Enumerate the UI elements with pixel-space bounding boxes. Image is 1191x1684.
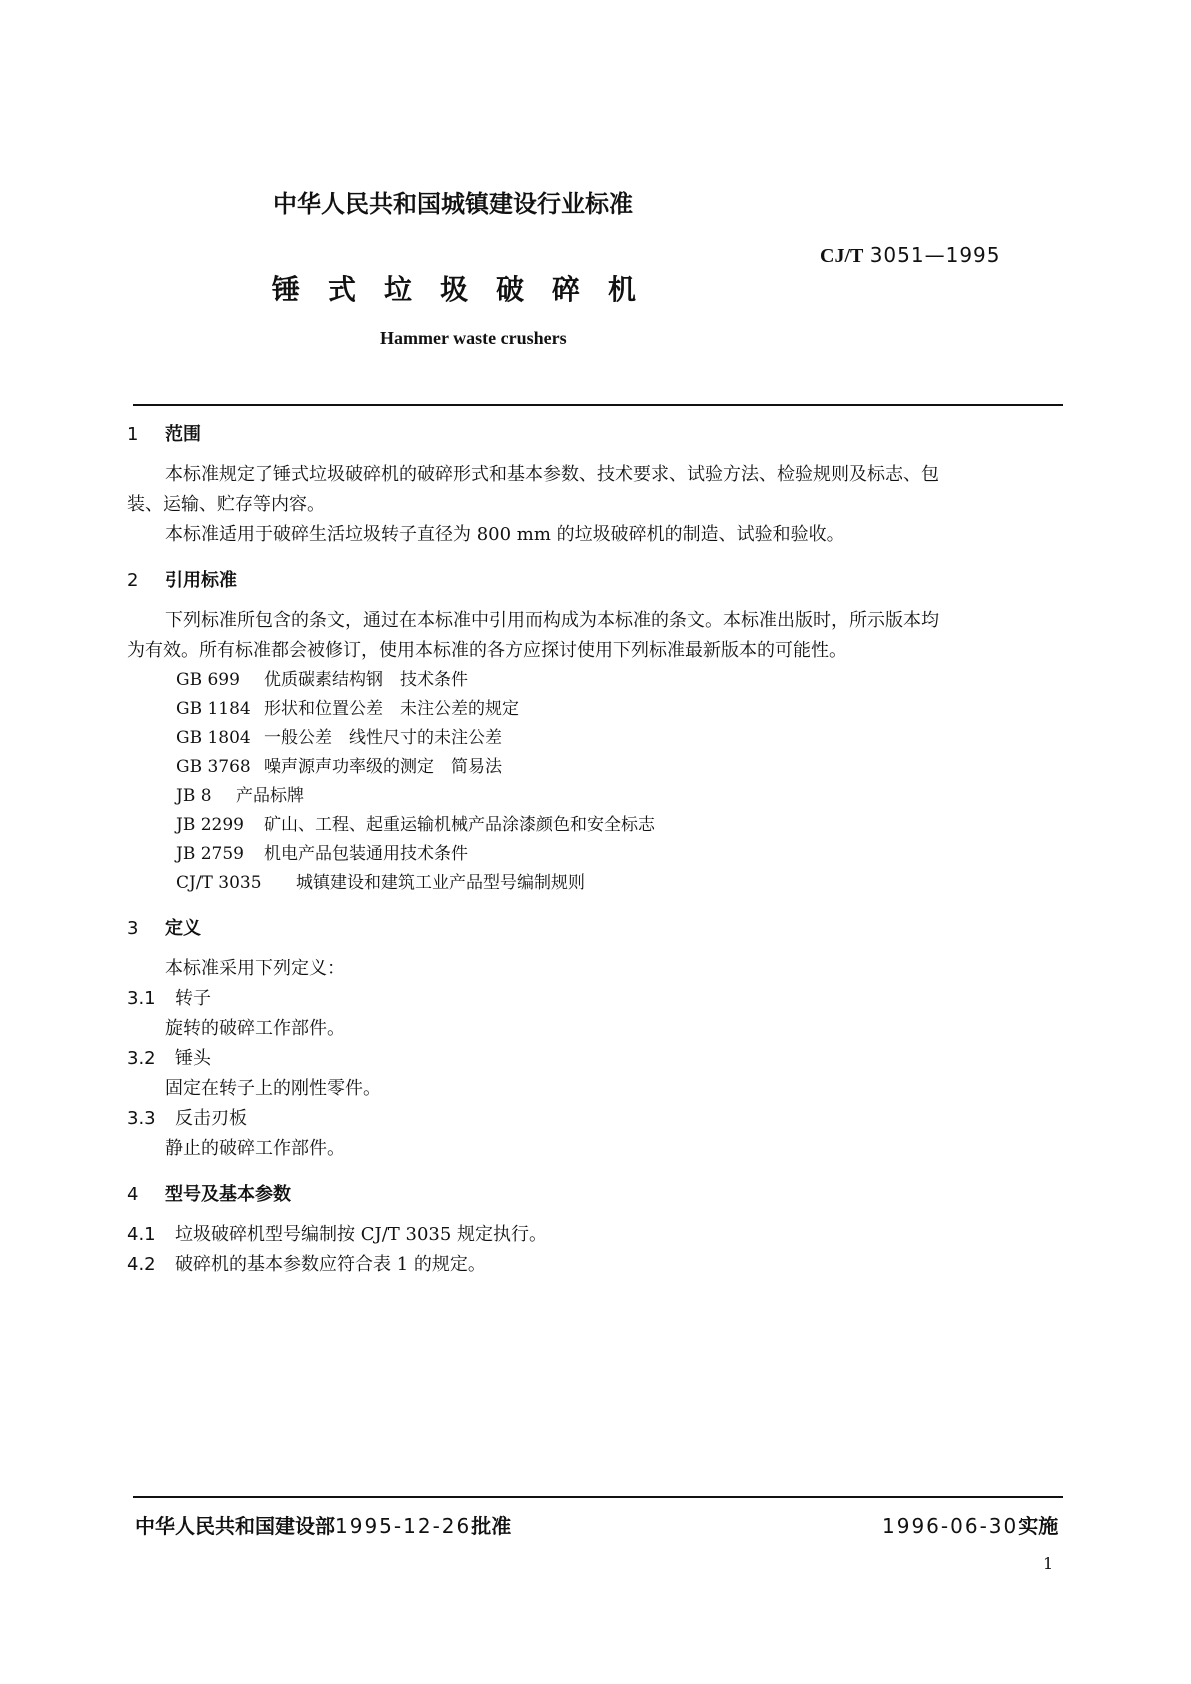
approval-suffix: 批准 xyxy=(471,1514,512,1538)
reference-item: GB 1804 一般公差 线性尺寸的未注公差 xyxy=(176,728,502,748)
document-title-en: Hammer waste crushers xyxy=(380,328,567,348)
section-2-paragraph-line-1: 下列标准所包含的条文，通过在本标准中引用而构成为本标准的条文。本标准出版时，所示版本均 xyxy=(165,610,939,631)
implementation-suffix: 实施 xyxy=(1018,1514,1059,1538)
approval-date: 1995-12-26 xyxy=(335,1514,472,1538)
section-2-heading: 2 引用标准 xyxy=(127,570,237,591)
document-title-cn: 锤式垃圾破碎机 xyxy=(272,273,665,306)
approval-line xyxy=(135,1510,511,1539)
section-4-heading: 4 型号及基本参数 xyxy=(127,1184,291,1205)
definition-description: 固定在转子上的刚性零件。 xyxy=(165,1078,381,1099)
section-1-heading: 1 范围 xyxy=(127,424,201,445)
section-3-intro: 本标准采用下列定义： xyxy=(165,958,345,979)
section-4-item: 4.1 垃圾破碎机型号编制按 CJ/T 3035 规定执行。 xyxy=(127,1224,548,1245)
definition-term-row: 3.3 反击刃板 xyxy=(127,1108,247,1129)
standard-code xyxy=(820,243,1001,268)
definition-description: 静止的破碎工作部件。 xyxy=(165,1138,345,1159)
reference-item: GB 3768 噪声源声功率级的测定 简易法 xyxy=(176,757,502,777)
reference-item: GB 699 优质碳素结构钢 技术条件 xyxy=(176,670,468,690)
footer-divider xyxy=(133,1496,1063,1498)
section-4-item: 4.2 破碎机的基本参数应符合表 1 的规定。 xyxy=(127,1254,486,1275)
section-4-title: 型号及基本参数 xyxy=(165,1184,291,1205)
section-3-title: 定义 xyxy=(165,918,201,939)
page-number: 1 xyxy=(1043,1554,1054,1573)
reference-item: JB 8 产品标牌 xyxy=(176,786,304,806)
section-1-paragraph-1-line-1: 本标准规定了锤式垃圾破碎机的破碎形式和基本参数、技术要求、试验方法、检验规则及标志、包 xyxy=(165,464,939,485)
reference-item: JB 2759 机电产品包装通用技术条件 xyxy=(176,844,468,864)
definition-term-row: 3.2 锤头 xyxy=(127,1048,211,1069)
section-1-paragraph-2: 本标准适用于破碎生活垃圾转子直径为 800 mm 的垃圾破碎机的制造、试验和验收。 xyxy=(165,524,845,545)
header-divider xyxy=(133,404,1063,406)
section-1-title: 范围 xyxy=(165,424,201,445)
definition-description: 旋转的破碎工作部件。 xyxy=(165,1018,345,1039)
definition-term-row: 3.1 转子 xyxy=(127,988,211,1009)
implementation-line xyxy=(882,1510,1058,1539)
reference-item: GB 1184 形状和位置公差 未注公差的规定 xyxy=(176,699,519,719)
section-1-paragraph-1-line-2: 装、运输、贮存等内容。 xyxy=(127,494,325,515)
section-2-title: 引用标准 xyxy=(165,570,237,591)
section-3-heading: 3 定义 xyxy=(127,918,201,939)
approval-organization: 中华人民共和国建设部 xyxy=(135,1514,335,1538)
section-2-paragraph-line-2: 为有效。所有标准都会被修订，使用本标准的各方应探讨使用下列标准最新版本的可能性。 xyxy=(127,640,847,661)
reference-item: CJ/T 3035 城镇建设和建筑工业产品型号编制规则 xyxy=(176,873,585,893)
implementation-date: 1996-06-30 xyxy=(882,1514,1019,1538)
standard-code-number: 3051—1995 xyxy=(869,243,1001,267)
standard-code-prefix: CJ/T xyxy=(820,245,864,267)
reference-item: JB 2299 矿山、工程、起重运输机械产品涂漆颜色和安全标志 xyxy=(176,815,655,835)
standard-organization: 中华人民共和国城镇建设行业标准 xyxy=(273,190,633,218)
